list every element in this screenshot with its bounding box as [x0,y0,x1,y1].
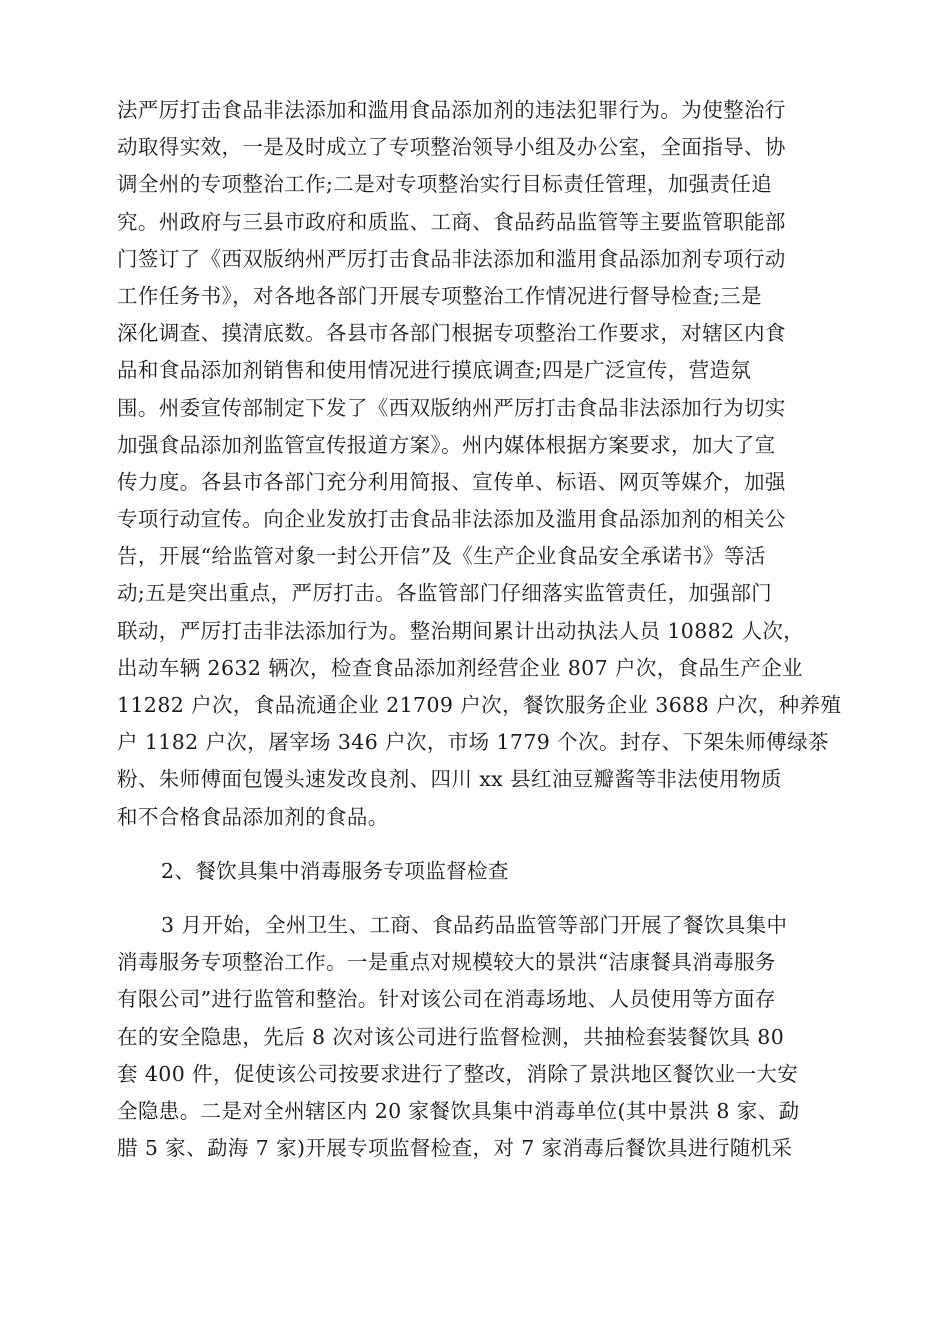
text-line: 联动，严厉打击非法添加行为。整治期间累计出动执法人员 10882 人次， [117,618,805,643]
text-line: 调全州的专项整治工作;二是对专项整治实行目标责任管理，加强责任追 [117,172,773,197]
text-line: 专项行动宣传。向企业发放打击食品非法添加及滥用食品添加剂的相关公 [117,507,786,532]
text-line: 究。州政府与三县市政府和质监、工商、食品药品监管等主要监管职能部 [117,209,786,234]
paragraph-spacer [117,890,829,907]
text-line: 围。州委宣传部制定下发了《西双版纳州严厉打击食品非法添加行为切实 [117,395,786,420]
text-line: 有限公司”进行监管和整治。针对该公司在消毒场地、人员使用等方面存 [117,987,776,1012]
text-line: 传力度。各县市各部门充分利用简报、宣传单、标语、网页等媒介，加强 [117,469,786,494]
text-line: 消毒服务专项整治工作。一是重点对规模较大的景洪“洁康餐具消毒服务 [117,950,776,975]
text-line: 和不合格食品添加剂的食品。 [117,804,389,829]
section-heading: 2、餐饮具集中消毒服务专项监督检查 [161,858,509,883]
paragraph-spacer [117,836,829,853]
text-line: 在的安全隐患，先后 8 次对该公司进行监督检测，共抽检套装餐饮具 80 [117,1024,785,1049]
text-line: 3 月开始，全州卫生、工商、食品药品监管等部门开展了餐饮具集中 [161,912,788,937]
text-line: 户 1182 户次，屠宰场 346 户次，市场 1779 个次。封存、下架朱师傅绿茶 [117,730,829,755]
text-line: 深化调查、摸清底数。各县市各部门根据专项整治工作要求，对辖区内食 [117,321,786,346]
text-line: 门签订了《西双版纳州严厉打击食品非法添加和滥用食品添加剂专项行动 [117,246,786,271]
text-line: 全隐患。二是对全州辖区内 20 家餐饮具集中消毒单位(其中景洪 8 家、勐 [117,1098,800,1123]
text-line: 粉、朱师傅面包馒头速发改良剂、四川 xx 县红油豆瓣酱等非法使用物质 [117,767,782,792]
text-line: 工作任务书》，对各地各部门开展专项整治工作情况进行督导检查;三是 [117,283,762,308]
text-line: 套 400 件，促使该公司按要求进行了整改，消除了景洪地区餐饮业一大安 [117,1061,799,1086]
text-line: 告，开展“给监管对象一封公开信”及《生产企业食品安全承诺书》等活 [117,544,766,569]
text-line: 加强食品添加剂监管宣传报道方案》。州内媒体根据方案要求，加大了宣 [117,432,776,457]
text-line: 动取得实效，一是及时成立了专项整治领导小组及办公室，全面指导、协 [117,135,786,160]
text-line: 动;五是突出重点，严厉打击。各监管部门仔细落实监管责任，加强部门 [117,581,773,606]
text-line: 出动车辆 2632 辆次，检查食品添加剂经营企业 807 户次，食品生产企业 [117,655,804,680]
document-page [117,92,842,1167]
text-line: 11282 户次，食品流通企业 21709 户次，餐饮服务企业 3688 户次，种养殖 [117,693,842,717]
paragraph-1 [117,92,842,836]
text-line: 腊 5 家、勐海 7 家)开展专项监督检查，对 7 家消毒后餐饮具进行随机采 [117,1136,793,1161]
text-line: 品和食品添加剂销售和使用情况进行摸底调查;四是广泛宣传，营造氛 [117,358,752,383]
text-line: 法严厉打击食品非法添加和滥用食品添加剂的违法犯罪行为。为使整治行 [117,98,786,122]
paragraph-2 [117,907,829,1167]
